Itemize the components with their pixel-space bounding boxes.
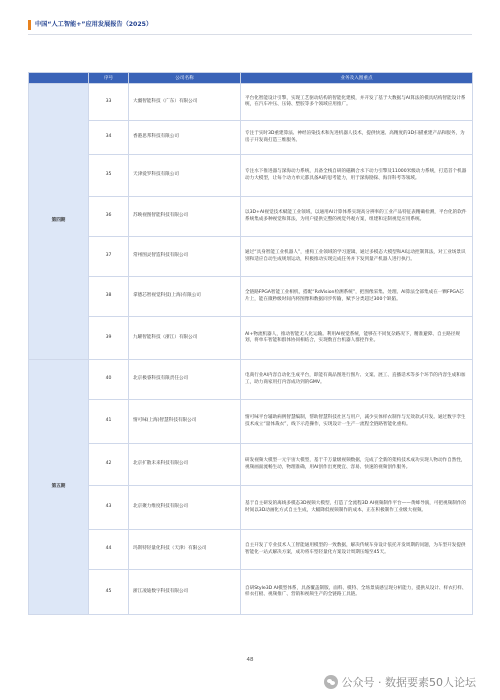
- row-number: 35: [89, 155, 129, 197]
- header-company: 公司名称: [129, 73, 241, 84]
- table-row: [29, 444, 473, 486]
- company-name: 苏映视图智能科技有限公司: [129, 197, 241, 237]
- company-name: 北京极睿科技有限责任公司: [129, 360, 241, 400]
- table-row: [29, 277, 473, 317]
- watermark-text: 公众号 · 数据要素50人论坛: [341, 676, 476, 689]
- company-name: 天津爱罗科技有限公司: [129, 155, 241, 197]
- table-row: [29, 570, 473, 615]
- table-row: [29, 237, 473, 277]
- table-row: [29, 197, 473, 237]
- business-desc: 情可味平台辅助病例智慧编制，帮助智慧科技社区与用户，减少实体样衣制作与无效款式开发。通过数字孪生技术成立“量体裁衣”，线下示范操作，实现设计一生产一流程全链路智能化重构。: [241, 400, 473, 444]
- row-number: 44: [89, 530, 129, 570]
- business-desc: 研发视频大模型一元宇宙大模型，基于千万量级视频数据，完成了全新的架构技术成功实现人物动作自然性，视频画面流畅生动，物理准确，用AI创作出更便宜、容易、快速的视频创作服务。: [241, 444, 473, 486]
- business-desc: 专注于实时3D重建算法、神经渲染技术和先进机器人技术，提供快速、高精度的3D扫描重建产品和服务，为房子开发商打造三维服务。: [241, 121, 473, 155]
- company-name: 浙江凌迪数字科技有限公司: [129, 570, 241, 615]
- business-desc: 自主开发了专业技术人工智能通用模型的一致数据，解决传统车身设计依托开发周期的问题，为车型开发提供智能化一站式解决方案，成功将车型轻量化方案设计周期压缩至45天。: [241, 530, 473, 570]
- header-no: 序号: [89, 73, 129, 84]
- header-divider: [28, 34, 472, 35]
- row-number: 38: [89, 277, 129, 317]
- table-row: [29, 317, 473, 360]
- business-desc: 全链路FPGA智能工业相机，搭配“RdVision检测系统”，把图像采集、处理、AI算法全部集成在一颗FPGA芯片上，能在微秒级时间内将图像和数据同步传输，赋予分类超过300个缺陷。: [241, 277, 473, 317]
- table-row: [29, 530, 473, 570]
- header-accent-bar: [28, 20, 31, 30]
- company-name: 香港思邦科技有限公司: [129, 121, 241, 155]
- row-number: 37: [89, 237, 129, 277]
- period-label: 第四期: [29, 84, 89, 360]
- row-number: 45: [89, 570, 129, 615]
- row-number: 43: [89, 486, 129, 530]
- row-number: 33: [89, 84, 129, 121]
- row-number: 39: [89, 317, 129, 360]
- row-number: 36: [89, 197, 129, 237]
- wechat-icon: [324, 675, 338, 689]
- business-desc: 基于自主研发的离线多模态3D视频大模型，打造了全流程3D AI视频制作平台——黄蜂导演，可把视频制作的时间以3D动画化方式自主生成，大幅降低视频制作的成本，正在积极制作工业级大视频。: [241, 486, 473, 530]
- company-table: [28, 72, 473, 615]
- business-desc: 平台化智能设计引擎，实现工艺驱动结构的智能化建模，并开发了基于大数据与AI算法的模具结构智能设计系统，在汽车冲压、压铸、塑胶等多个领域应用推广。: [241, 84, 473, 121]
- company-name: 常州图灵智造科技有限公司: [129, 237, 241, 277]
- report-header: [28, 8, 472, 36]
- business-desc: 自研Style3D AI模型体系，具备覆盖制版、面料、模特、全场景质感呈现分析能力，提供从设计、样衣打样、样衣打板、视频推广、营销和视频生产的全链路工具链。: [241, 570, 473, 615]
- business-desc: 以3D+AI视觉技术赋能工业领域，以通用AI计算体系实现高分辨率的工业产品特征表精确检测，平台化的软件系统集成多种视觉和算法，为用户提供完整的视觉外观方案，组建和定制视觉应用系统。: [241, 197, 473, 237]
- table-row: [29, 400, 473, 444]
- row-number: 42: [89, 444, 129, 486]
- period-label: 第五期: [29, 360, 89, 615]
- header-business: 业务及入围重点: [241, 73, 473, 84]
- company-name: 玛斯特轻量化科技（天津）有限公司: [129, 530, 241, 570]
- business-desc: 通过“具身智能工业机器人”，重构工业领域的学习逻辑，通过多模态大模型和AI运动控制算法，对工业场景识别和适应自动生成规划运动，积极推动实现完成任务并下发到量产机器人进行执行。: [241, 237, 473, 277]
- table-row: [29, 155, 473, 197]
- company-name: 情可味(上海)智慧科技有限公司: [129, 400, 241, 444]
- company-name: 九曜智能科技（浙江）有限公司: [129, 317, 241, 360]
- watermark: [324, 674, 477, 690]
- business-desc: AI+物流机器人，推动智能无人化运输。利用AI视觉系统，能够在不同复杂路况下，精准避障、自主路径规划，将单车智能和群体协同相结合，实现数百台机器人群控作业。: [241, 317, 473, 360]
- table-row: [29, 486, 473, 530]
- company-name: 拿德芯智视觉科技(上海)有限公司: [129, 277, 241, 317]
- header-period: [29, 73, 89, 84]
- table-row: [29, 84, 473, 121]
- company-name: 北京扩散未来科技有限公司: [129, 444, 241, 486]
- table-row: [29, 360, 473, 400]
- row-number: 34: [89, 121, 129, 155]
- row-number: 40: [89, 360, 129, 400]
- row-number: 41: [89, 400, 129, 444]
- report-title: 中国“人工智能+”应用发展报告（2025）: [35, 21, 153, 28]
- table-row: [29, 121, 473, 155]
- company-name: 北京聚力维度科技有限公司: [129, 486, 241, 530]
- business-desc: 专注水下推进器与深海动力系统，具备全栈自研的磁耦合水下动力引擎及11000米级动力系统，打造首个机器动力大模型，让每个动力单元都具备AI的思考能力，用于深海勘探、海洋科考等领域。: [241, 155, 473, 197]
- company-name: 大疆智能科技（广东）有限公司: [129, 84, 241, 121]
- table-header-row: [29, 73, 473, 84]
- page-number: 48: [246, 657, 254, 663]
- business-desc: 电商行业AI内容自动化生成平台，即能有商品图进行图片、文案、展工、直播话术等多个环节的内容生成和加工，助力商家用打内容成功到的GMV。: [241, 360, 473, 400]
